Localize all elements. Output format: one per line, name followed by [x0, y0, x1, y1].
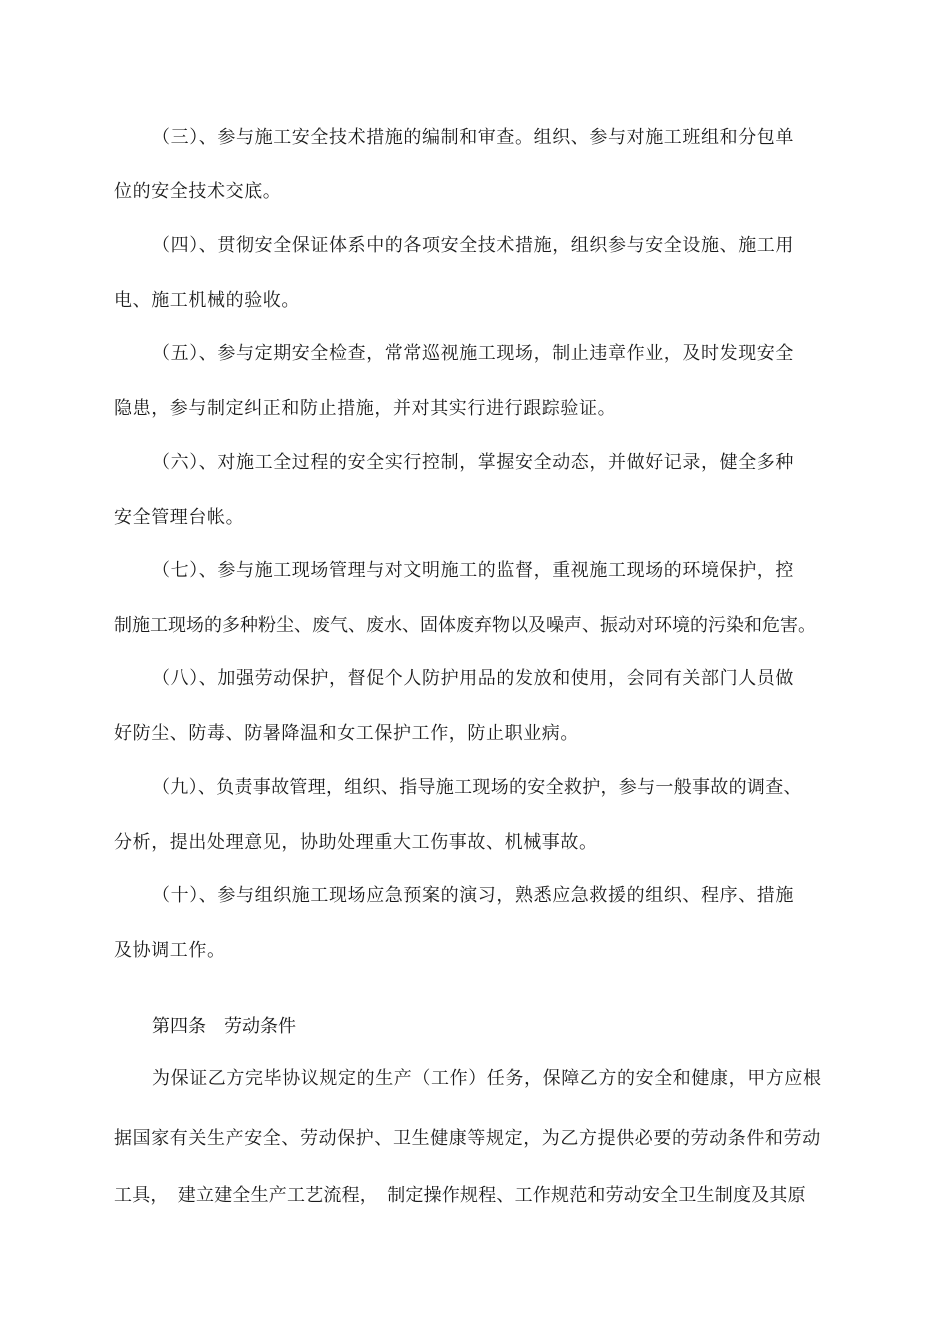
item-8-line-2: 好防尘、防毒、防暑降温和女工保护工作，防止职业病。 — [114, 723, 579, 744]
item-10-line-2: 及协调工作。 — [114, 940, 226, 961]
item-7-line-2: 制施工现场的多种粉尘、废气、废水、固体废弃物以及噪声、振动对环境的污染和危害。 — [114, 615, 816, 636]
item-10-line-1: （十）、参与组织施工现场应急预案的演习，熟悉应急救援的组织、程序、措施 — [152, 885, 794, 906]
item-3-line-2: 位的安全技术交底。 — [114, 181, 282, 202]
item-4-line-2: 电、施工机械的验收。 — [114, 290, 300, 311]
section-heading: 第四条 劳动条件 — [152, 1016, 296, 1037]
item-3-line-1: （三）、参与施工安全技术措施的编制和审查。组织、参与对施工班组和分包单 — [152, 127, 794, 148]
section-line-2: 据国家有关生产安全、劳动保护、卫生健康等规定，为乙方提供必要的劳动条件和劳动 — [114, 1128, 821, 1149]
section-line-3: 工具， 建立建全生产工艺流程， 制定操作规程、工作规范和劳动安全卫生制度及其原 — [114, 1185, 806, 1206]
section-line-1: 为保证乙方完毕协议规定的生产（工作）任务，保障乙方的安全和健康，甲方应根 — [152, 1068, 822, 1089]
item-8-line-1: （八）、加强劳动保护，督促个人防护用品的发放和使用，会同有关部门人员做 — [152, 668, 794, 689]
item-7-line-1: （七）、参与施工现场管理与对文明施工的监督，重视施工现场的环境保护，控 — [152, 560, 794, 581]
item-5-line-1: （五）、参与定期安全检查，常常巡视施工现场，制止违章作业，及时发现安全 — [152, 343, 794, 364]
item-9-line-1: （九）、负责事故管理，组织、指导施工现场的安全救护，参与一般事故的调查、 — [152, 777, 802, 798]
item-5-line-2: 隐患，参与制定纠正和防止措施，并对其实行进行跟踪验证。 — [114, 398, 617, 419]
item-6-line-2: 安全管理台帐。 — [114, 507, 245, 528]
item-9-line-2: 分析，提出处理意见，协助处理重大工伤事故、机械事故。 — [114, 832, 598, 853]
item-6-line-1: （六）、对施工全过程的安全实行控制，掌握安全动态，并做好记录，健全多种 — [152, 452, 794, 473]
item-4-line-1: （四）、贯彻安全保证体系中的各项安全技术措施，组织参与安全设施、施工用 — [152, 235, 794, 256]
